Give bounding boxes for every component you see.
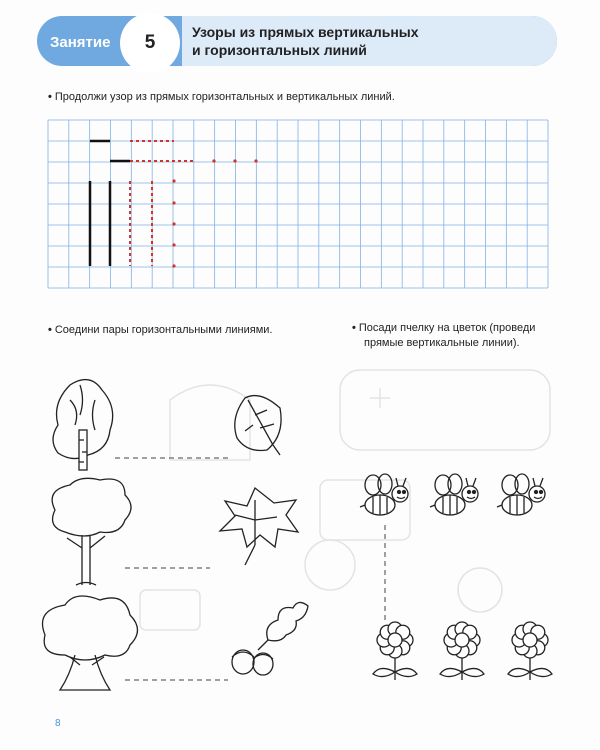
bullet: •: [48, 91, 52, 103]
flower-drawing: [508, 622, 552, 680]
connector-dashed-lines: [115, 458, 385, 680]
bee-drawing: [497, 474, 545, 515]
lesson-title-line-1: Узоры из прямых вертикальных: [192, 24, 419, 40]
pairs-instruction: • Соедини пары горизонтальными линиями.: [48, 324, 273, 336]
flowers-group: [373, 622, 552, 680]
pattern-instruction: • Продолжи узор из прямых горизонтальных и вертикальных линий.: [48, 91, 395, 103]
maple-leaf-drawing: [220, 488, 298, 565]
birch-leaf-drawing: [235, 396, 281, 455]
lesson-number: 5: [144, 32, 156, 53]
flower-drawing: [440, 622, 484, 680]
lesson-label: Занятие: [50, 34, 111, 51]
lesson-title-line-2: и горизонтальных линий: [192, 42, 367, 58]
birch-tree-drawing: [53, 380, 113, 470]
bees-instruction: • Посади пчелку на цветок (проведи прямые вертикальные линии).: [352, 322, 536, 349]
page-number: 8: [55, 718, 61, 729]
oak-leaf-and-acorns-drawing: [232, 602, 308, 675]
maple-tree-drawing: [52, 478, 131, 585]
flower-drawing: [373, 622, 417, 680]
faint-background-drawings: [140, 370, 550, 630]
oak-tree-drawing: [43, 596, 138, 690]
bee-drawing: [430, 474, 478, 515]
